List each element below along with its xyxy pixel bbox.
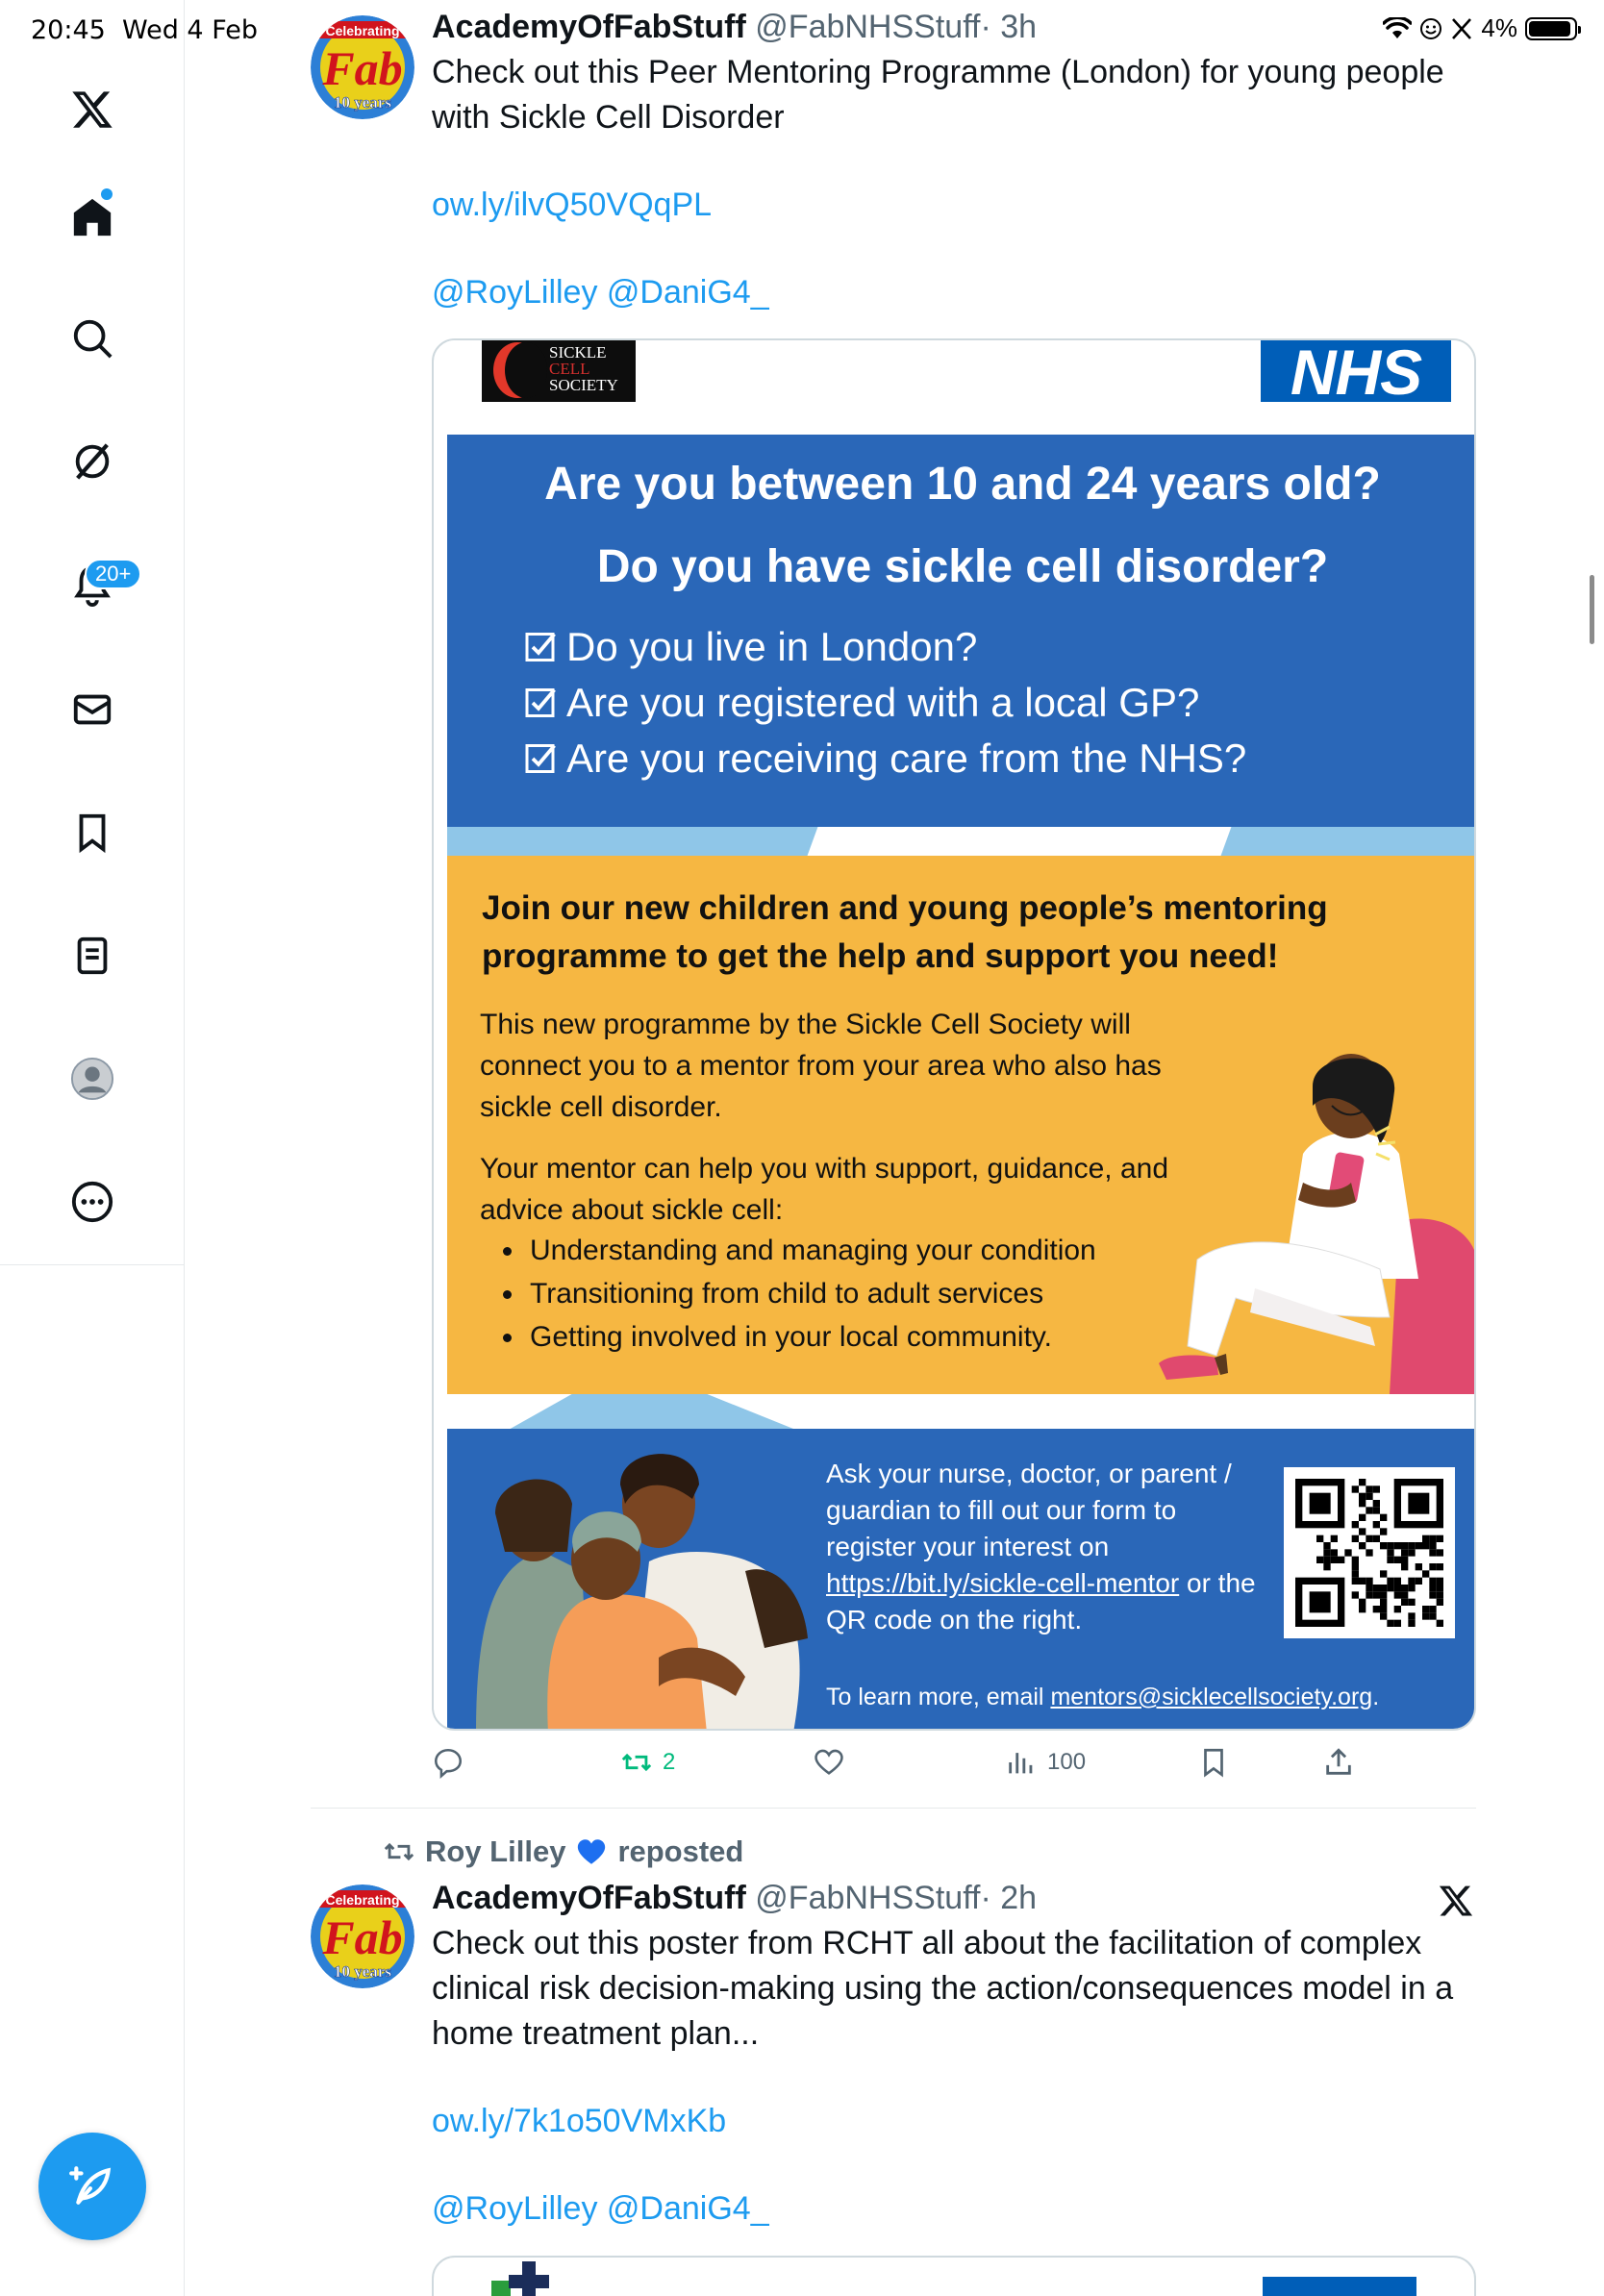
retweet-icon (620, 1746, 653, 1779)
tweet-media-poster[interactable] (432, 2256, 1476, 2296)
girl-with-phone-illustration (1159, 1048, 1476, 1394)
svg-text:Fab: Fab (322, 41, 403, 95)
reply-icon (432, 1746, 464, 1779)
poster-check-item: Are you receiving care from the NHS? (524, 733, 1246, 785)
sidebar-item-more[interactable] (63, 1173, 121, 1231)
tweet-body (432, 1877, 1474, 2232)
retweet-count: 2 (663, 1749, 676, 1775)
sidebar-item-messages[interactable] (63, 681, 121, 738)
sidebar-item-bookmarks[interactable] (63, 804, 121, 861)
tweet-actions (432, 1746, 1355, 1794)
checkbox-checked-icon (524, 741, 559, 776)
tweet[interactable] (311, 1880, 1474, 2296)
tweet-time[interactable]: · 3h (980, 9, 1038, 45)
poster-join-text: Join our new children and young people’s mentoring programme to get the help and support you need! (482, 889, 1328, 975)
repost-indicator[interactable] (383, 1834, 743, 1869)
poster-headline-age: Are you between 10 and 24 years old? (544, 459, 1381, 510)
family-illustration (476, 1446, 822, 1731)
more-circle-icon (70, 1180, 114, 1224)
fab-avatar-logo (311, 15, 414, 119)
user-handle[interactable]: @FabNHSStuff (755, 9, 981, 45)
x-logo-icon (70, 87, 114, 132)
poster-bullet-list (480, 1229, 1191, 1359)
poster-image (447, 340, 1476, 1731)
heart-icon (813, 1746, 845, 1779)
tweet-time[interactable]: · 2h (980, 1880, 1038, 1916)
reposter-name[interactable]: Roy Lilley (425, 1834, 566, 1868)
poster-mentor-text: Your mentor can help you with support, guidance, and advice about sickle cell: (480, 1153, 1169, 1226)
svg-text:Celebrating: Celebrating (325, 23, 400, 38)
qr-code (1284, 1467, 1455, 1638)
poster-header (447, 340, 1476, 435)
repost-label: reposted (617, 1834, 744, 1868)
poster-email-link: mentors@sicklecellsociety.org (1050, 1684, 1373, 1710)
search-icon (70, 316, 114, 361)
poster-headline-disorder: Do you have sickle cell disorder? (596, 541, 1329, 592)
profile-avatar-icon (70, 1057, 114, 1101)
sidebar-item-home[interactable] (63, 188, 121, 246)
display-name[interactable]: AcademyOfFabStuff (432, 1880, 746, 1916)
tweet-media-poster[interactable] (432, 338, 1476, 1731)
tweet-header (432, 6, 1474, 48)
sidebar-item-grok[interactable] (63, 433, 121, 490)
svg-text:Celebrating: Celebrating (325, 1892, 400, 1908)
views-count: 100 (1047, 1749, 1087, 1775)
poster-check-item: Do you live in London? (524, 621, 977, 673)
tweet[interactable] (311, 0, 1474, 1798)
svg-text:10 years: 10 years (334, 93, 391, 112)
display-name[interactable]: AcademyOfFabStuff (432, 9, 746, 45)
retweet-icon (383, 1835, 415, 1868)
grok-icon (70, 439, 114, 484)
like-button[interactable] (813, 1746, 855, 1779)
poster-ask-text: Ask your nurse, doctor, or parent / guardian to fill out our form to register your interest on https://bit.ly/sickle-cell-mentor or the QR code on the right. (826, 1459, 1256, 1635)
tweet-body (432, 6, 1474, 315)
sidebar-item-profile[interactable] (63, 1050, 121, 1108)
qr-code-pattern (1295, 1479, 1443, 1627)
tweet-text: Check out this poster from RCHT all about the facilitation of complex clinical risk decision-making using the action/consequences model in a home treatment plan... (432, 1925, 1454, 2052)
checkbox-checked-icon (524, 630, 559, 664)
mail-icon (70, 687, 114, 732)
x-logo-icon[interactable] (1438, 1883, 1474, 1919)
svg-text:Fab: Fab (322, 1910, 403, 1964)
poster-bullet: Getting involved in your local community. (480, 1315, 1191, 1359)
battery-percent: 4% (1481, 13, 1517, 42)
avatar[interactable] (311, 1884, 414, 1988)
notifications-badge: 20+ (85, 559, 141, 589)
tweet-text: Check out this Peer Mentoring Programme (London) for young people with Sickle Cell Disorder (432, 54, 1444, 136)
tweet-divider (311, 1808, 1476, 1809)
x-logo-button[interactable] (63, 81, 121, 138)
nhs-logo (1263, 2277, 1416, 2296)
rcht-logo (482, 2261, 578, 2296)
avatar[interactable] (311, 15, 414, 119)
poster-bullet: Transitioning from child to adult services (480, 1272, 1191, 1315)
poster-learn-more: To learn more, email mentors@sicklecellsociety.org. (826, 1684, 1380, 1710)
tweet-mentions[interactable]: @RoyLilley @DaniG4_ (432, 2190, 769, 2227)
sidebar-nav (0, 0, 185, 2296)
bookmark-button[interactable] (1197, 1746, 1230, 1779)
bar-chart-icon (1005, 1746, 1038, 1779)
poster-programme-text: This new programme by the Sickle Cell Society will connect you to a mentor from your area who also has sickle cell disorder. (480, 1009, 1162, 1123)
checkbox-checked-icon (524, 686, 559, 720)
blue-heart-icon (575, 1835, 608, 1868)
home-icon (70, 195, 114, 239)
sidebar-divider (0, 1264, 185, 1265)
status-time: 20:45 Wed 4 Feb (31, 15, 258, 45)
poster-bullet: Understanding and managing your condition (480, 1229, 1191, 1272)
tweet-header (432, 1877, 1474, 1919)
retweet-button[interactable] (620, 1746, 675, 1779)
sidebar-item-search[interactable] (63, 310, 121, 367)
compose-post-button[interactable] (38, 2133, 146, 2240)
poster-stripe-accent (808, 827, 1232, 856)
compose-feather-icon (68, 2162, 116, 2210)
user-handle[interactable]: @FabNHSStuff (755, 1880, 981, 1916)
sidebar-item-lists[interactable] (63, 927, 121, 985)
poster-form-link: https://bit.ly/sickle-cell-mentor (826, 1568, 1180, 1598)
fab-avatar-logo (311, 1884, 414, 1988)
sickle-cell-society-logo: SICKLE CELL SOCIETY (482, 340, 636, 402)
views-button[interactable] (1005, 1746, 1086, 1779)
tweet-link[interactable]: ow.ly/ilvQ50VQqPL (432, 187, 713, 223)
home-unread-dot (101, 188, 113, 200)
crescent-moon-icon (493, 342, 541, 398)
list-icon (70, 934, 114, 978)
nhs-logo: NHS (1261, 340, 1451, 402)
reply-button[interactable] (432, 1746, 474, 1779)
scrollbar[interactable] (1590, 575, 1594, 644)
share-button[interactable] (1322, 1746, 1355, 1779)
poster-check-item: Are you registered with a local GP? (524, 677, 1199, 729)
share-icon (1322, 1746, 1355, 1779)
tweet-mentions[interactable]: @RoyLilley @DaniG4_ (432, 274, 769, 311)
tweet-link[interactable]: ow.ly/7k1o50VMxKb (432, 2103, 727, 2139)
bookmark-icon (70, 811, 114, 855)
svg-text:10 years: 10 years (334, 1962, 391, 1981)
timeline-feed (186, 0, 1604, 2296)
bookmark-icon (1197, 1746, 1230, 1779)
